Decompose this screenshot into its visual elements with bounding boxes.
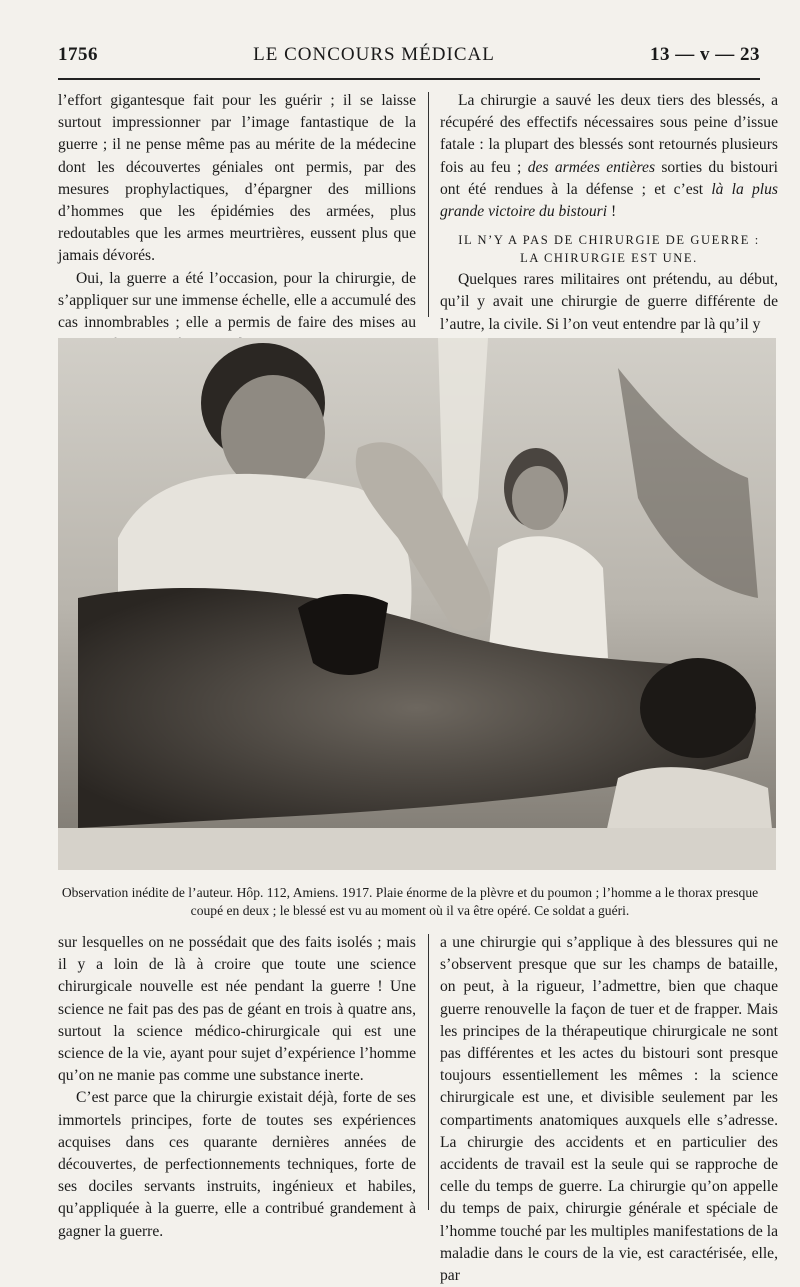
paragraph xyxy=(440,90,778,223)
issue-date: 13 — v — 23 xyxy=(649,44,760,65)
photograph-illustration xyxy=(58,338,776,870)
paragraph: Quelques rares militaires ont prétendu, au début, qu’il y avait une chirurgie de guerre différente de l’autre, la civile. Si l’on veut entendre par là qu’il y xyxy=(440,271,778,333)
column-top-left xyxy=(58,90,416,356)
surgery-photograph xyxy=(58,338,776,870)
emphasis: des armées entières xyxy=(527,158,656,176)
column-bottom-right xyxy=(440,932,778,1287)
paragraph: Oui, la guerre a été l’occasion, pour la chirurgie, de s’appliquer sur une immense échelle, elle a accumulé des cas innombrables ; elle a permis de faire des mises au xyxy=(58,269,416,332)
paragraph: a une chirurgie qui s’applique à des blessures qui ne s’observent presque que sur les champs de bataille, on peut, à la rigueur, l’admettre, bien que chaque guerre renouvelle la façon de tuer et de frapper. Mais les principes de la thérapeutique chirurgicale ne sont pas différentes et les actes du bistouri sont presque toujours essentiellement les mêmes : la science chirurgicale est une, et divisible seulement par les compartiments anatomiques auxquels elle s’adresse. La chirurgie des accidents et en particulier des accidents de travail est la seule qui se rapproche de celle du temps de guerre. La chirurgie qu’on appelle du temps de paix, chirurgie générale et spéciale de l’homme touché par les multiples manifestations de la maladie dans le cours de la vie, est caractérisée, elle, par xyxy=(440,934,778,1285)
column-bottom-left xyxy=(58,932,416,1243)
paragraph: C’est parce que la chirurgie existait déjà, forte de ses immortels principes, forte de toutes ses expériences acquises dans ces quarante dernières années de découvertes, de perfectionnements techniques, forte de ses dociles servants instruits, ingénieux et habiles, qu’appliquée à la guerre, elle a contribué grandement à gagner la guerre. xyxy=(58,1089,416,1240)
emphasis: là la plus grande victoire du bistouri xyxy=(440,180,778,221)
column-divider xyxy=(428,92,429,317)
section-heading-line: IL N’Y A PAS DE CHIRURGIE DE GUERRE : xyxy=(458,233,760,248)
figure-caption: Observation inédite de l’auteur. Hôp. 112, Amiens. 1917. Plaie énorme de la plèvre et du poumon ; l’homme a le thorax presque coupé en deux ; le blessé est vu au moment où il va être opéré. Ce soldat a guéri. xyxy=(61,885,759,918)
section-heading-line: LA CHIRURGIE EST UNE. xyxy=(520,251,698,266)
text-run: La chirurgie a sauvé les deux tiers des blessés, a récupéré des effectifs nécessaires sous peine d’issue fatale : la plupart des blessés sont retournés plusieurs fois au feu ; xyxy=(440,92,778,176)
text-run: ! xyxy=(607,203,617,221)
column-divider xyxy=(428,934,429,1210)
paragraph: l’effort gigantesque fait pour les guérir ; il se laisse surtout impressionner par l’image fantastique de la guerre ; il ne pense même pas au mérite de la médecine dont les découvertes géniales ont permis, par des mesures prophylactiques, d’épargner des millions d’hommes que les épidémies des armées, plus redoutables que les armes meurtrières, eussent plus que jamais dévorés. xyxy=(58,92,416,265)
section-heading xyxy=(440,231,778,267)
column-top-right xyxy=(440,90,778,336)
paragraph: sur lesquelles on ne possédait que des faits isolés ; mais il y a loin de là à croire que toute une science chirurgicale nouvelle est née pendant la guerre ! Une science ne fait pas des pas de géant en trois à quatre ans, surtout la science médico-chirurgicale qui est une science de la vie, ayant pour sujet d’expérience l’homme qu’on ne manie pas comme une substance inerte. xyxy=(58,934,416,1085)
running-header xyxy=(58,44,760,74)
journal-title: LE CONCOURS MÉDICAL xyxy=(253,44,495,65)
header-rule xyxy=(58,78,760,80)
page-number: 1756 xyxy=(58,44,98,65)
text-run: sorties du bistouri ont été rendues à la défense ; et c’est xyxy=(440,158,778,198)
